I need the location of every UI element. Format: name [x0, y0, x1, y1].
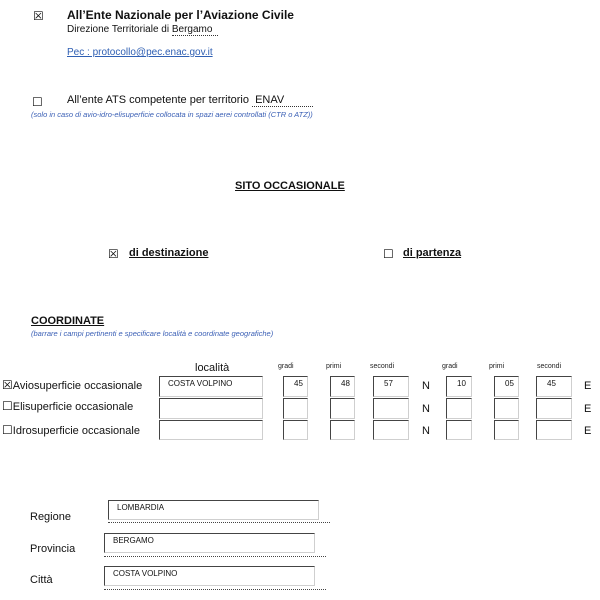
coord-row-elisuperficie [2, 399, 133, 413]
coord-row-idrosuperficie [2, 423, 140, 437]
aviosuperficie-north: N [422, 380, 430, 392]
idrosuperficie-lon-secondi-field[interactable] [536, 420, 572, 440]
aviosuperficie-east: E [584, 380, 592, 392]
aviosuperficie-lon-gradi-field[interactable]: 10 [446, 376, 472, 397]
provincia-dotted-line [104, 556, 326, 557]
ats-line [67, 94, 313, 107]
elisuperficie-lon-gradi-field[interactable] [446, 398, 472, 419]
aviosuperficie-label: Aviosuperficie occasionale [12, 380, 143, 392]
aviosuperficie-lat-primi-field[interactable]: 48 [330, 376, 355, 397]
elisuperficie-label: Elisuperficie occasionale [12, 401, 134, 413]
idrosuperficie-lat-primi-field[interactable] [330, 420, 355, 440]
elisuperficie-lon-primi-field[interactable] [494, 398, 519, 419]
idrosuperficie-lat-gradi-field[interactable] [283, 420, 308, 440]
coordinate-title: COORDINATE [31, 315, 105, 327]
header-gradi: gradi [278, 363, 294, 370]
idrosuperficie-lon-gradi-field[interactable] [446, 420, 472, 440]
partenza-label: di partenza [403, 247, 462, 259]
pec-link[interactable]: Pec : protocollo@pec.enac.gov.it [67, 47, 213, 58]
aviosuperficie-lat-secondi-field[interactable]: 57 [373, 376, 409, 397]
ats-note: (solo in caso di avio-idro-elisuperficie collocata in spazi aerei controllati (CTR o ATZ)) [31, 110, 313, 119]
header-localita: località [195, 362, 230, 374]
ats-value[interactable]: ENAV [252, 94, 313, 107]
regione-field[interactable]: LOMBARDIA [108, 500, 319, 520]
elisuperficie-east: E [584, 403, 592, 415]
aviosuperficie-lon-secondi-field[interactable]: 45 [536, 376, 572, 397]
header-primi: primi [326, 363, 342, 370]
elisuperficie-lat-gradi-field[interactable] [283, 398, 308, 419]
enac-checkbox[interactable]: ☒ [33, 9, 44, 23]
idrosuperficie-lon-primi-field[interactable] [494, 420, 519, 440]
regione-label: Regione [30, 511, 71, 523]
direzione-label: Direzione Territoriale di [67, 24, 172, 35]
coord-row-aviosuperficie [2, 378, 142, 392]
destinazione-checkbox[interactable]: ☒ [108, 247, 119, 261]
idrosuperficie-lat-secondi-field[interactable] [373, 420, 409, 440]
elisuperficie-checkbox[interactable]: ☐ [2, 399, 13, 413]
header-secondi: secondi [370, 363, 395, 370]
elisuperficie-north: N [422, 403, 430, 415]
enac-title: All’Ente Nazionale per l’Aviazione Civile [67, 8, 294, 22]
header-secondi-lon: secondi [537, 363, 562, 370]
idrosuperficie-checkbox[interactable]: ☐ [2, 423, 13, 437]
aviosuperficie-lat-gradi-field[interactable]: 45 [283, 376, 308, 397]
header-gradi-lon: gradi [442, 363, 458, 370]
partenza-checkbox[interactable]: ☐ [383, 247, 394, 261]
elisuperficie-lat-primi-field[interactable] [330, 398, 355, 419]
elisuperficie-lon-secondi-field[interactable] [536, 398, 572, 419]
citta-field[interactable]: COSTA VOLPINO [104, 566, 315, 586]
direzione-line [67, 24, 218, 35]
provincia-label: Provincia [30, 543, 76, 555]
idrosuperficie-east: E [584, 425, 592, 437]
sito-title: SITO OCCASIONALE [235, 180, 345, 192]
aviosuperficie-localita-field[interactable]: COSTA VOLPINO [159, 376, 263, 397]
aviosuperficie-checkbox[interactable]: ☒ [2, 378, 13, 392]
citta-label: Città [30, 574, 53, 586]
idrosuperficie-label: Idrosuperficie occasionale [12, 425, 140, 437]
header-primi-lon: primi [489, 363, 505, 370]
provincia-field[interactable]: BERGAMO [104, 533, 315, 553]
ats-label: All’ente ATS competente per territorio [67, 94, 249, 106]
idrosuperficie-localita-field[interactable] [159, 420, 263, 440]
citta-dotted-line [104, 589, 326, 590]
idrosuperficie-north: N [422, 425, 430, 437]
regione-dotted-line [108, 522, 330, 523]
aviosuperficie-lon-primi-field[interactable]: 05 [494, 376, 519, 397]
elisuperficie-lat-secondi-field[interactable] [373, 398, 409, 419]
ats-checkbox[interactable]: ☐ [32, 95, 43, 109]
destinazione-label: di destinazione [129, 247, 209, 259]
direzione-value[interactable]: Bergamo [172, 24, 219, 36]
elisuperficie-localita-field[interactable] [159, 398, 263, 419]
coordinate-note: (barrare i campi pertinenti e specificare località e coordinate geografiche) [31, 329, 274, 338]
